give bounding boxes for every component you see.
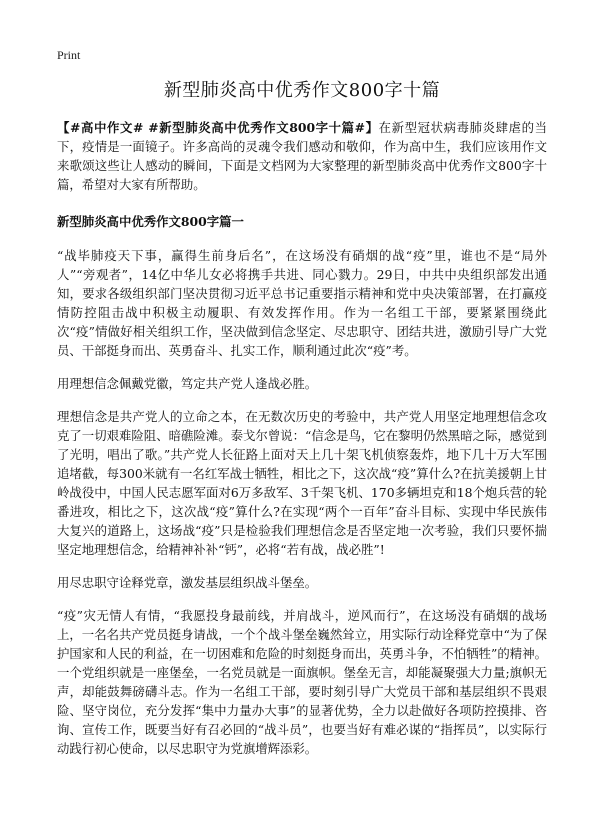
intro-text: 在新型冠状病毒肺炎肆虐的当下，疫情是一面镜子。许多高尚的灵魂令我们感动和敬仰，作为高中生，我们应该用作文来歌颂这些让人感动的瞬间，下面是文档网为大家整理的新型肺炎高中优秀作文800字十篇，希望对大家有所帮助。 <box>57 120 547 192</box>
page-title: 新型肺炎高中优秀作文800字十篇 <box>163 80 441 101</box>
intro-paragraph <box>57 118 547 194</box>
print-link[interactable]: Print <box>57 48 81 62</box>
paragraph-1: “战毕肺疫天下事，赢得生前身后名”，在这场没有硝烟的战“疫”里，谁也不是“局外人”“旁观者”，14亿中华儿女必将携手共进、同心戮力。29日，中共中央组织部发出通知，要求各级组织部门坚决贯彻习近平总书记重要指示精神和党中央决策部署，在打赢疫情防控阻击战中积极主动履职、有效发挥作用。作为一名组工干部，要紧紧围绕此次“疫”情做好相关组织工作，坚决做到信念坚定、尽忠职守、团结共进，激励引导广大党员、干部挺身而出、英勇奋斗、扎实工作，顺利通过此次“疫”考。 <box>57 248 547 358</box>
section-heading: 新型肺炎高中优秀作文800字篇一 <box>57 214 244 229</box>
paragraph-4: 用尽忠职守诠释党章，激发基层组织战斗堡垒。 <box>57 575 318 590</box>
document-body <box>57 76 547 772</box>
intro-tag: 【#高中作文# #新型肺炎高中优秀作文800字十篇#】 <box>57 120 379 135</box>
paragraph-2: 用理想信念佩戴党徽，笃定共产党人逢战必胜。 <box>57 376 318 391</box>
paragraph-3: 理想信念是共产党人的立命之本，在无数次历史的考验中，共产党人用坚定地理想信念攻克了一切艰难险阻、暗礁险滩。泰戈尔曾说：“信念是鸟，它在黎明仍然黑暗之际，感觉到了光明，唱出了歌。”共产党人长征路上面对天上几十架飞机侦察轰炸，地下几十万大军围追堵截，每300米就有一名红军战士牺牲，相比之下，这次战“疫”算什么?在抗美援朝上甘岭战役中，中国人民志愿军面对6万多敌军、3千架飞机、170多辆坦克和18个炮兵营的轮番进攻，相比之下，这次战“疫”算什么?在实现“两个一百年”奋斗目标、实现中华民族伟大复兴的道路上，这场战“疫”只是检验我们理想信念是否坚定地一次考验，我们只要怀揣坚定地理想信念，给精神补补“钙”，必将“若有战，战必胜”! <box>57 409 547 557</box>
paragraph-5: “疫”灾无情人有情，“我愿投身最前线，并肩战斗，逆风而行”，在这场没有硝烟的战场上，一名名共产党员挺身请战，一个个战斗堡垒巍然耸立，用实际行动诠释党章中“为了保护国家和人民的利益，在一切困难和危险的时刻挺身而出，英勇斗争，不怕牺牲”的精神。一个党组织就是一座堡垒，一名党员就是一面旗帜。堡垒无言，却能凝聚强大力量;旗帜无声，却能鼓舞磅礴斗志。作为一名组工干部，要时刻引导广大党员干部和基层组织不畏艰险、坚守岗位，充分发挥“集中力量办大事”的显著优势，全力以赴做好各项防控摸排、咨询、宣传工作，既要当好有召必回的“战斗员”，也要当好有难必谋的“指挥员”，以实际行动践行初心使命，以尽忠职守为党旗增辉添彩。 <box>57 608 547 756</box>
